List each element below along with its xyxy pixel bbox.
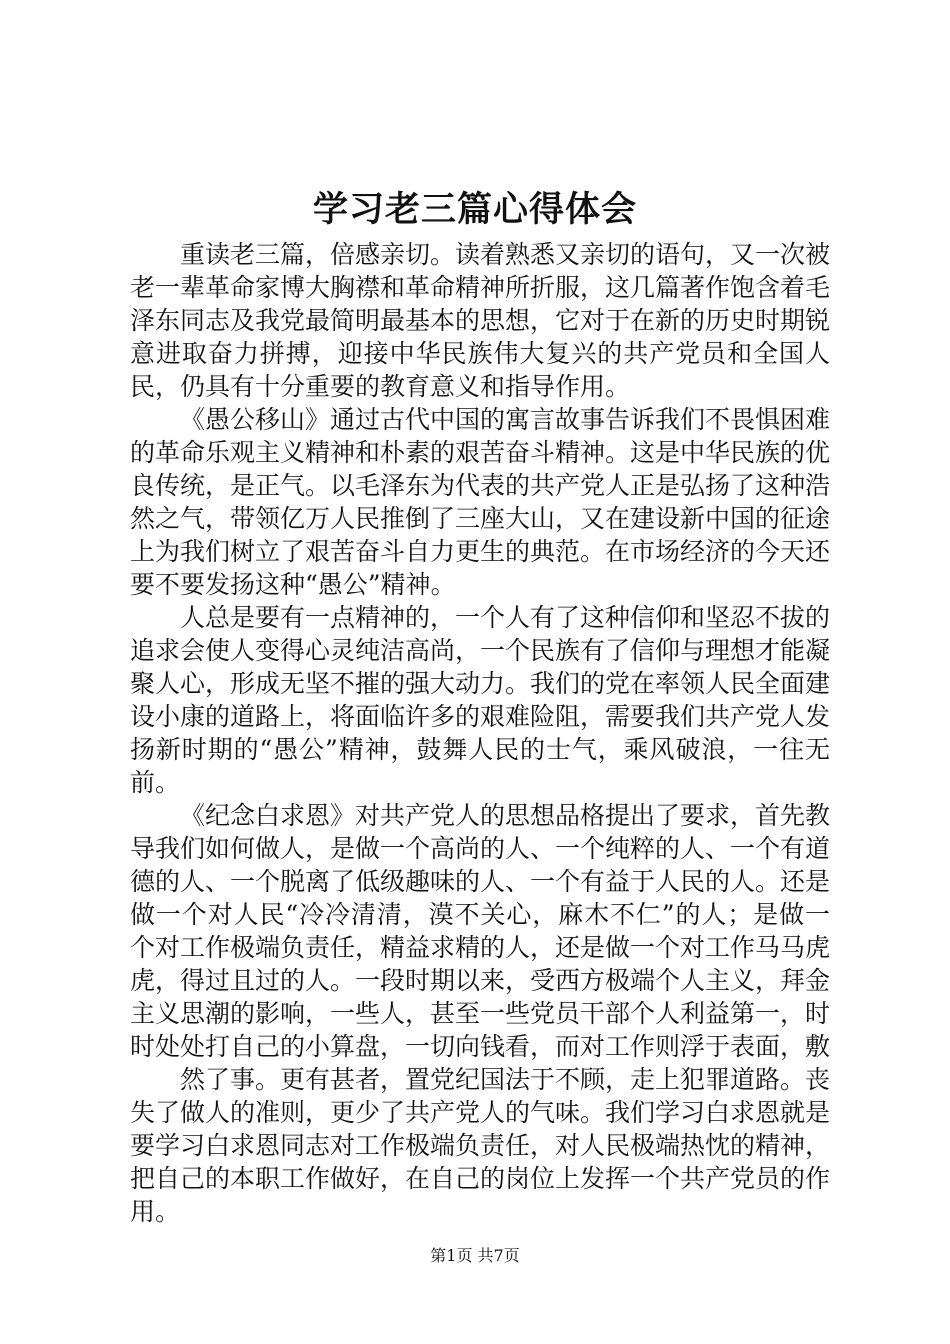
document-title: 学习老三篇心得体会: [312, 189, 637, 230]
paragraph-5: 然了事。更有甚者，置党纪国法于不顾，走上犯罪道路。丧失了做人的准则，更少了共产党人的气味。我们学习白求恩就是要学习白求恩同志对工作极端负责任，对人民极端热忱的精神，把自己的本职工作做好，在自己的岗位上发挥一个共产党员的作用。: [130, 1065, 831, 1226]
paragraph-4: 《纪念白求恩》对共产党人的思想品格提出了要求，首先教导我们如何做人，是做一个高尚的人、一个纯粹的人、一个有道德的人、一个脱离了低级趣味的人、一个有益于人民的人。还是做一个对人民“冷冷清清，漠不关心，麻木不仁”的人；是做一个对工作极端负责任，精益求精的人，还是做一个对工作马马虎虎，得过且过的人。一段时期以来，受西方极端个人主义，拜金主义思潮的影响，一些人，甚至一些党员干部个人利益第一，时时处处打自己的小算盘，一切向钱看，而对工作则浮于表面，敷: [130, 801, 831, 1061]
paragraph-3: 人总是要有一点精神的，一个人有了这种信仰和坚忍不拔的追求会使人变得心灵纯洁高尚，一个民族有了信仰与理想才能凝聚人心，形成无坚不摧的强大动力。我们的党在率领人民全面建设小康的道路上，将面临许多的艰难险阻，需要我们共产党人发扬新时期的“愚公”精神，鼓舞人民的士气，乘风破浪，一往无前。: [130, 603, 831, 797]
paragraph-2: 《愚公移山》通过古代中国的寓言故事告诉我们不畏惧困难的革命乐观主义精神和朴素的艰苦奋斗精神。这是中华民族的优良传统，是正气。以毛泽东为代表的共产党人正是弘扬了这种浩然之气，带领亿万人民推倒了三座大山，又在建设新中国的征途上为我们树立了艰苦奋斗自力更生的典范。在市场经济的今天还要不要发扬这种“愚公”精神。: [130, 405, 831, 599]
paragraph-1: 重读老三篇，倍感亲切。读着熟悉又亲切的语句，又一次被老一辈革命家博大胸襟和革命精神所折服，这几篇著作饱含着毛泽东同志及我党最简明最基本的思想，它对于在新的历史时期锐意进取奋力拼搏，迎接中华民族伟大复兴的共产党员和全国人民，仍具有十分重要的教育意义和指导作用。: [130, 240, 831, 401]
page-footer: 第1页 共7页: [430, 1246, 520, 1265]
document-body: [130, 238, 830, 1228]
